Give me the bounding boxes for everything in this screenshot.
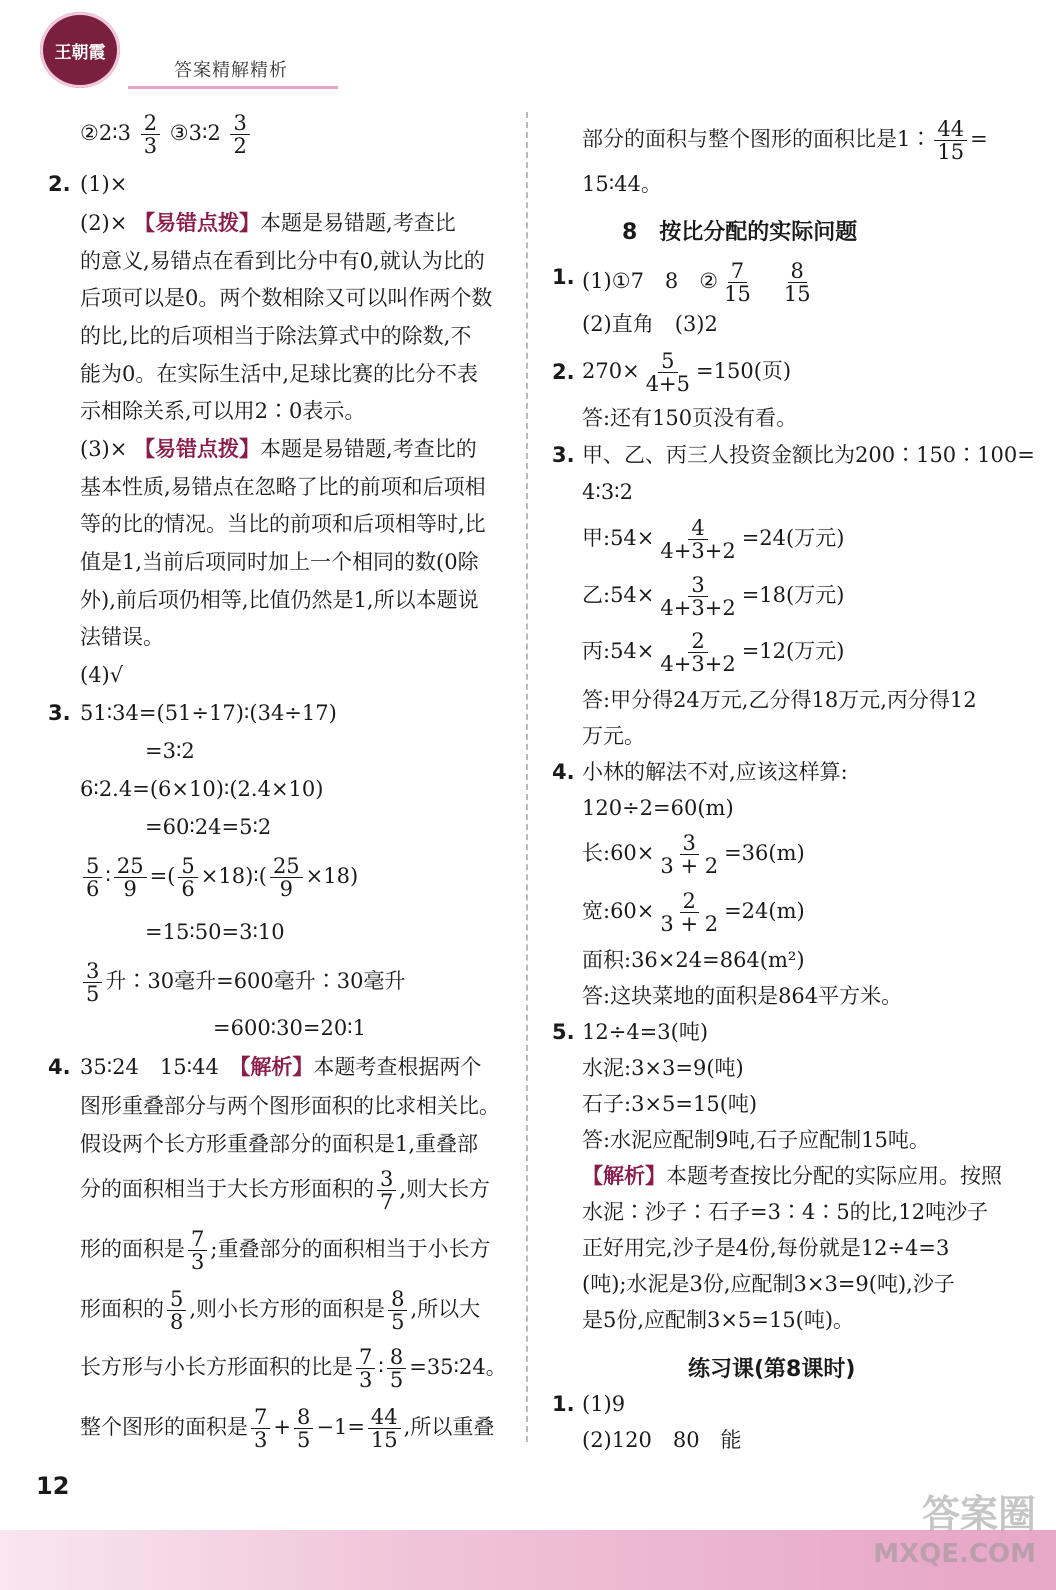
answer-line: 后项可以是0。两个数相除又可以叫作两个数	[80, 286, 493, 310]
denominator: 15	[370, 1428, 398, 1452]
fraction	[141, 112, 160, 157]
denominator: 9	[123, 877, 137, 901]
answer-line: 的意义,易错点在看到比分中有0,就认为比的	[80, 249, 485, 273]
answer-line: 水泥:3×3=9(吨)	[582, 1056, 744, 1080]
answer-line: =60∶24=5∶2	[145, 815, 272, 839]
numerator: 2	[680, 890, 699, 913]
denominator: 6	[86, 877, 100, 901]
answer-line: (1)×	[80, 172, 128, 196]
answer-line	[582, 574, 844, 619]
denominator: 5	[391, 1310, 405, 1334]
text: 丙:54×	[582, 639, 655, 663]
fraction	[657, 574, 738, 619]
answer-line: 外),前后项仍相等,比值仍然是1,所以本题说	[80, 588, 479, 612]
answer-line: 答:这块菜地的面积是864平方米。	[582, 984, 903, 1008]
numerator: 4	[688, 517, 707, 540]
fraction	[294, 1406, 313, 1451]
text: 乙:54×	[582, 583, 655, 607]
text: ,则小长方形的面积是	[189, 1297, 386, 1321]
fraction	[781, 260, 814, 305]
fraction	[270, 855, 303, 900]
answer-line: 图形重叠部分与两个图形面积的比求相关比。	[80, 1094, 500, 1118]
header-title: 答案精解精析	[174, 60, 288, 81]
numerator: 5	[178, 855, 197, 878]
fraction	[657, 890, 721, 935]
answer-line: 6∶2.4=(6×10)∶(2.4×10)	[80, 777, 324, 801]
answer-line: 示相除关系,可以用2∶0表示。	[80, 399, 366, 423]
answer-line: 答:水泥应配制9吨,石子应配制15吨。	[582, 1128, 930, 1152]
answer-line	[582, 1164, 1002, 1188]
numerator: 25	[270, 855, 303, 878]
tip-tag: 【易错点拨】	[134, 211, 261, 235]
answer-line: 水泥∶沙子∶石子=3∶4∶5的比,12吨沙子	[582, 1200, 989, 1224]
numerator: 8	[387, 1346, 406, 1369]
question-number: 1.	[552, 265, 575, 289]
answer-line	[582, 260, 817, 305]
column-divider	[526, 112, 528, 1442]
answer-line: 15∶44。	[582, 172, 662, 196]
answer-line: (4)√	[80, 663, 124, 687]
answer-line: (1)9	[582, 1392, 626, 1416]
fraction	[230, 112, 249, 157]
text: 宽:60×	[582, 899, 655, 923]
text: ,所以大	[410, 1297, 481, 1321]
text: (1)①7 8 ②	[582, 269, 719, 293]
numerator: 5	[83, 855, 102, 878]
answer-line: $\frac{5}{6}$ ∶ $\frac{25}{9}$ =( $\frac{5}{6}$ ×18)∶( $\frac{25}{9}$ ×18)	[80, 855, 358, 900]
question-number: 5.	[552, 1020, 575, 1044]
fraction	[188, 1228, 207, 1273]
answer-line: 是5份,应配制3×5=15(吨)。	[582, 1308, 855, 1332]
text: =24(万元)	[741, 526, 845, 550]
denominator: 4+5	[645, 372, 691, 396]
text: =24(m)	[724, 899, 805, 923]
answer-line	[80, 1228, 490, 1273]
fraction	[114, 855, 147, 900]
denominator: 7	[380, 1190, 394, 1214]
text: =150(页)	[696, 359, 792, 383]
answer-line: 正好用完,沙子是4份,每份就是12÷4=3	[582, 1236, 950, 1260]
answer-line: 整个图形的面积是 $\frac{7}{3}$ + $\frac{8}{5}$ −1= $\frac{44}{15}$ ,所以重叠	[80, 1405, 495, 1452]
denominator: 4+3+2	[660, 539, 736, 563]
answer-line: =15∶50=3∶10	[145, 920, 285, 944]
answer-line: 51∶34=(51÷17)∶(34÷17)	[80, 701, 337, 725]
numerator: 44	[934, 118, 967, 141]
answer-line	[582, 890, 805, 935]
numerator: 7	[728, 260, 747, 283]
text: (2)×	[80, 211, 128, 235]
numerator: 5	[658, 350, 677, 373]
denominator: 4+3+2	[660, 596, 736, 620]
denominator: 3 + 2	[660, 912, 719, 936]
denominator: 6	[181, 877, 195, 901]
text: =12(万元)	[741, 639, 845, 663]
numerator: 44	[368, 1406, 401, 1429]
text: ;重叠部分的面积相当于小长方	[210, 1237, 491, 1261]
answer-line: 假设两个长方形重叠部分的面积是1,重叠部	[80, 1132, 479, 1156]
question-number: 1.	[552, 1392, 575, 1416]
answer-line: 万元。	[582, 724, 645, 748]
denominator: 9	[279, 877, 293, 901]
logo-text: 王朝霞	[54, 42, 106, 63]
fraction	[251, 1406, 270, 1451]
denominator: 5	[296, 1428, 311, 1452]
text: 长:60×	[582, 841, 655, 865]
brand-logo	[40, 12, 120, 88]
page-number: 12	[36, 1472, 70, 1500]
question-number: 4.	[48, 1055, 71, 1079]
fraction	[643, 350, 693, 395]
text: 形的面积是	[80, 1237, 185, 1261]
answer-line: 答:还有150页没有看。	[582, 406, 798, 430]
text: 甲:54×	[582, 526, 655, 550]
text: 整个图形的面积是	[80, 1415, 248, 1439]
answer-line: 12÷4=3(吨)	[582, 1020, 709, 1044]
fraction	[934, 118, 967, 163]
question-number: 3.	[48, 701, 71, 725]
text: 本题是易错题,考查比	[260, 211, 456, 235]
text: −1=	[316, 1415, 365, 1439]
numerator: 7	[251, 1406, 270, 1429]
text: 35∶24 15∶44	[80, 1055, 219, 1079]
text: ,所以重叠	[403, 1415, 495, 1439]
answer-line: (2)120 80 能	[582, 1428, 742, 1452]
numerator: 7	[356, 1346, 375, 1369]
text: (3)×	[80, 437, 128, 461]
answer-line: 4∶3∶2	[582, 480, 634, 504]
denominator: 15	[724, 282, 751, 306]
denominator: 5	[86, 982, 100, 1006]
denominator: 3	[254, 1428, 268, 1452]
header-underline	[128, 86, 338, 89]
denominator: 4+3+2	[660, 652, 736, 676]
answer-line	[80, 112, 253, 157]
answer-line: 的比,比的后项相当于除法算式中的除数,不	[80, 324, 472, 348]
denominator: 15	[783, 282, 811, 306]
watermark-text: 答案圈	[921, 1492, 1036, 1536]
text: =18(万元)	[741, 583, 845, 607]
denominator: 8	[170, 1310, 184, 1334]
answer-line	[582, 832, 805, 877]
fraction	[387, 1346, 406, 1391]
denominator: 3 + 2	[660, 854, 719, 878]
fraction	[178, 855, 197, 900]
answer-line: 面积:36×24=864(m²)	[582, 948, 805, 972]
numerator: 25	[114, 855, 147, 878]
answer-line: 基本性质,易错点在忽略了比的前项和后项相	[80, 475, 486, 499]
answer-line	[582, 118, 988, 163]
fraction	[388, 1288, 407, 1333]
watermark-url: MXQE.COM	[873, 1539, 1036, 1569]
answer-line	[80, 1168, 490, 1213]
question-number: 4.	[552, 760, 575, 784]
numerator: 3	[230, 112, 249, 135]
text: ③3∶2	[169, 121, 221, 145]
answer-line	[80, 960, 406, 1005]
text: 本题是易错题,考查比的	[260, 437, 477, 461]
text: 分的面积相当于大长方形面积的	[80, 1177, 374, 1201]
text: 长方形与小长方形面积的比是	[80, 1355, 353, 1379]
answer-line: 能为0。在实际生活中,足球比赛的比分不表	[80, 362, 479, 386]
numerator: 2	[688, 630, 707, 653]
text: =	[970, 127, 988, 151]
text: ,则大长方	[399, 1177, 491, 1201]
numerator: 7	[188, 1228, 207, 1251]
numerator: 8	[788, 260, 807, 283]
fraction	[377, 1168, 396, 1213]
numerator: 8	[388, 1288, 407, 1311]
answer-line	[80, 1288, 480, 1333]
answer-line: 石子:3×5=15(吨)	[582, 1092, 758, 1116]
fraction	[167, 1288, 186, 1333]
text: 270×	[582, 359, 640, 383]
question-number: 2.	[552, 360, 575, 384]
answer-line	[80, 437, 477, 461]
answer-line: =600∶30=20∶1	[213, 1016, 367, 1040]
numerator: 3	[83, 960, 102, 983]
answer-line: =3∶2	[145, 739, 195, 763]
section-title: 练习课(第8课时)	[688, 1357, 856, 1382]
answer-line: 小林的解法不对,应该这样算:	[582, 760, 848, 784]
answer-line: 法错误。	[80, 625, 164, 649]
answer-line	[80, 211, 456, 235]
denominator: 3	[359, 1368, 373, 1392]
analysis-tag: 【解析】	[239, 1055, 314, 1079]
section-title: 8 按比分配的实际问题	[622, 220, 858, 245]
answer-line: (2)直角 (3)2	[582, 312, 718, 336]
fraction	[368, 1406, 401, 1451]
denominator: 15	[937, 140, 965, 164]
answer-line	[582, 350, 791, 395]
answer-line	[582, 630, 844, 675]
text: =35∶24。	[409, 1355, 507, 1379]
answer-line: 长方形与小长方形面积的比是 $\frac{7}{3}$ ∶ $\frac{8}{5}$ =35∶24。	[80, 1345, 507, 1392]
text: ×18	[200, 864, 246, 888]
text: 部分的面积与整个图形的面积比是1∶	[582, 127, 932, 151]
numerator: 8	[294, 1406, 313, 1429]
fraction	[356, 1346, 375, 1391]
text: 形面积的	[80, 1297, 164, 1321]
answer-line: (吨);水泥是3份,应配制3×3=9(吨),沙子	[582, 1272, 955, 1296]
numerator: 2	[141, 112, 160, 135]
text: ×18	[305, 864, 350, 888]
answer-line: 答:甲分得24万元,乙分得18万元,丙分得12	[582, 688, 977, 712]
answer-line: 甲、乙、丙三人投资金额比为200∶150∶100=	[582, 443, 1035, 467]
answer-line	[80, 1055, 481, 1079]
tip-tag: 【易错点拨】	[134, 437, 261, 461]
denominator: 5	[389, 1368, 404, 1392]
fraction	[721, 260, 754, 305]
fraction	[83, 855, 102, 900]
fraction	[83, 960, 102, 1005]
watermark	[873, 1494, 1036, 1574]
fraction	[657, 832, 721, 877]
text: 本题考查根据两个	[313, 1055, 482, 1079]
text: 本题考查按比分配的实际应用。按照	[666, 1164, 1002, 1188]
page-header	[38, 8, 438, 88]
text: 升∶30毫升=600毫升∶30毫升	[105, 969, 406, 993]
text: =36(m)	[724, 841, 805, 865]
text: ②2∶3	[80, 121, 132, 145]
numerator: 3	[680, 832, 699, 855]
fraction	[657, 517, 738, 562]
denominator: 3	[143, 134, 158, 158]
denominator: 2	[233, 134, 247, 158]
numerator: 5	[167, 1288, 186, 1311]
answer-line	[582, 517, 844, 562]
answer-line: 120÷2=60(m)	[582, 796, 734, 820]
analysis-tag: 【解析】	[582, 1164, 666, 1188]
numerator: 3	[688, 574, 707, 597]
fraction	[657, 630, 738, 675]
answer-line: 等的比的情况。当比的前项和后项相等时,比	[80, 512, 486, 536]
denominator: 3	[191, 1250, 205, 1274]
question-number: 3.	[552, 443, 575, 467]
numerator: 3	[377, 1168, 396, 1191]
answer-line: 值是1,当前后项同时加上一个相同的数(0除	[80, 550, 479, 574]
question-number: 2.	[48, 172, 71, 196]
